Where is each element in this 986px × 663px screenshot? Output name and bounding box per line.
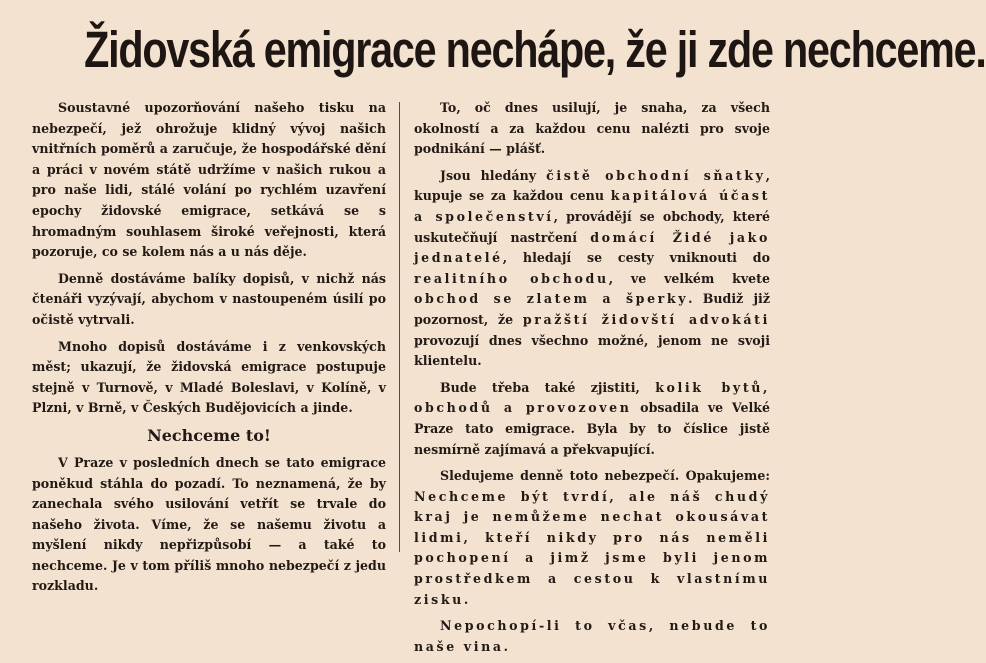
spaced-text-run: kapitálová účast a společenství xyxy=(414,188,770,224)
text-run: , provádějí se obchody, které uskutečňují nastrčení xyxy=(414,208,770,245)
spaced-text-run: domácí Židé jako jednatelé xyxy=(414,229,770,266)
text-run: , hledají se cesty vniknouti do xyxy=(502,250,770,266)
closing-paragraph: Nepochopí-li to včas, nebude to naše vina. xyxy=(414,618,770,654)
text-run: , kupuje se za každou cenu xyxy=(414,167,770,204)
spaced-text-run: Nechceme být tvrdí, ale náš chudý kraj je nemůžeme nechat okousávat lidmi, kteří nikdy pro nás neměli pochopení a jimž jsme byli jenom prostředkem a cestou k vlastnímu zisku. xyxy=(414,488,770,607)
text-run: Sledujeme denně toto nebezpečí. Opakujeme: xyxy=(440,468,770,484)
left-column xyxy=(32,98,386,603)
spaced-text-run: čistě obchodní sňatky xyxy=(546,167,766,183)
text-run: Jsou hledány xyxy=(440,167,547,183)
paragraph: Soustavné upozorňování našeho tisku na nebezpečí, jež ohrožuje klidný vývoj našich vnitřních poměrů a zaručuje, že hospodářské dění a práci v novém státě udržíme v našich rukou a pro naše lidi, stálé volání po rychlém uzavření epochy židovské emigrace, setkává se s hromadným souhlasem široké veřejnosti, která pozoruje, co se kolem nás a u nás děje. xyxy=(32,100,386,260)
right-column xyxy=(414,98,770,663)
text-run: provozují dnes všechno možné, jenom ne svoji klientelu. xyxy=(414,332,770,369)
text-run: obsadila ve Velké Praze tato emigrace. Byla by to číslice jistě nesmírně zajímavá a překvapující. xyxy=(414,400,770,457)
spaced-text-run: obchod se zlatem a šperky xyxy=(414,291,689,307)
headline: Židovská emigrace nechápe, že ji zde nechceme. xyxy=(84,21,986,78)
paragraph: V Praze v posledních dnech se tato emigrace poněkud stáhla do pozadí. To neznamená, že by zanechala svého usilování vetřít se trvale do našeho života. Víme, že se našemu životu a myšlení nikdy nepřizpůsobí — a také to nechceme. Je v tom příliš mnoho nebezpečí z jedu rozkladu. xyxy=(32,454,386,594)
spaced-text-run: kolik bytů, obchodů a provozoven xyxy=(414,379,770,416)
column-divider xyxy=(399,102,400,552)
paragraph xyxy=(414,466,770,610)
paragraph xyxy=(414,378,770,460)
text-run: Bude třeba také zjistiti, xyxy=(440,379,656,395)
spaced-text-run: realitního obchodu xyxy=(414,270,609,286)
paragraph xyxy=(414,166,770,372)
text-run: , ve velkém kvete xyxy=(608,270,770,286)
spaced-text-run: pražští židovští advokáti xyxy=(522,311,770,327)
subheading: Nechceme to! xyxy=(147,425,271,445)
paragraph: To, oč dnes usilují, je snaha, za všech okolností a za každou cenu nalézti pro svoje podnikání — plášť. xyxy=(414,100,770,157)
paragraph: Mnoho dopisů dostáváme i z venkovských měst; ukazují, že židovská emigrace postupuje stejně v Turnově, v Mladé Boleslavi, v Kolíně, v Plzni, v Brně, v Českých Budějovicích a jinde. xyxy=(32,338,386,416)
paragraph: Denně dostáváme balíky dopisů, v nichž nás čtenáři vyzývají, abychom v nastoupeném úsilí po očistě vytrvali. xyxy=(32,270,386,327)
text-run: . Budiž již pozornost, že xyxy=(414,291,770,327)
